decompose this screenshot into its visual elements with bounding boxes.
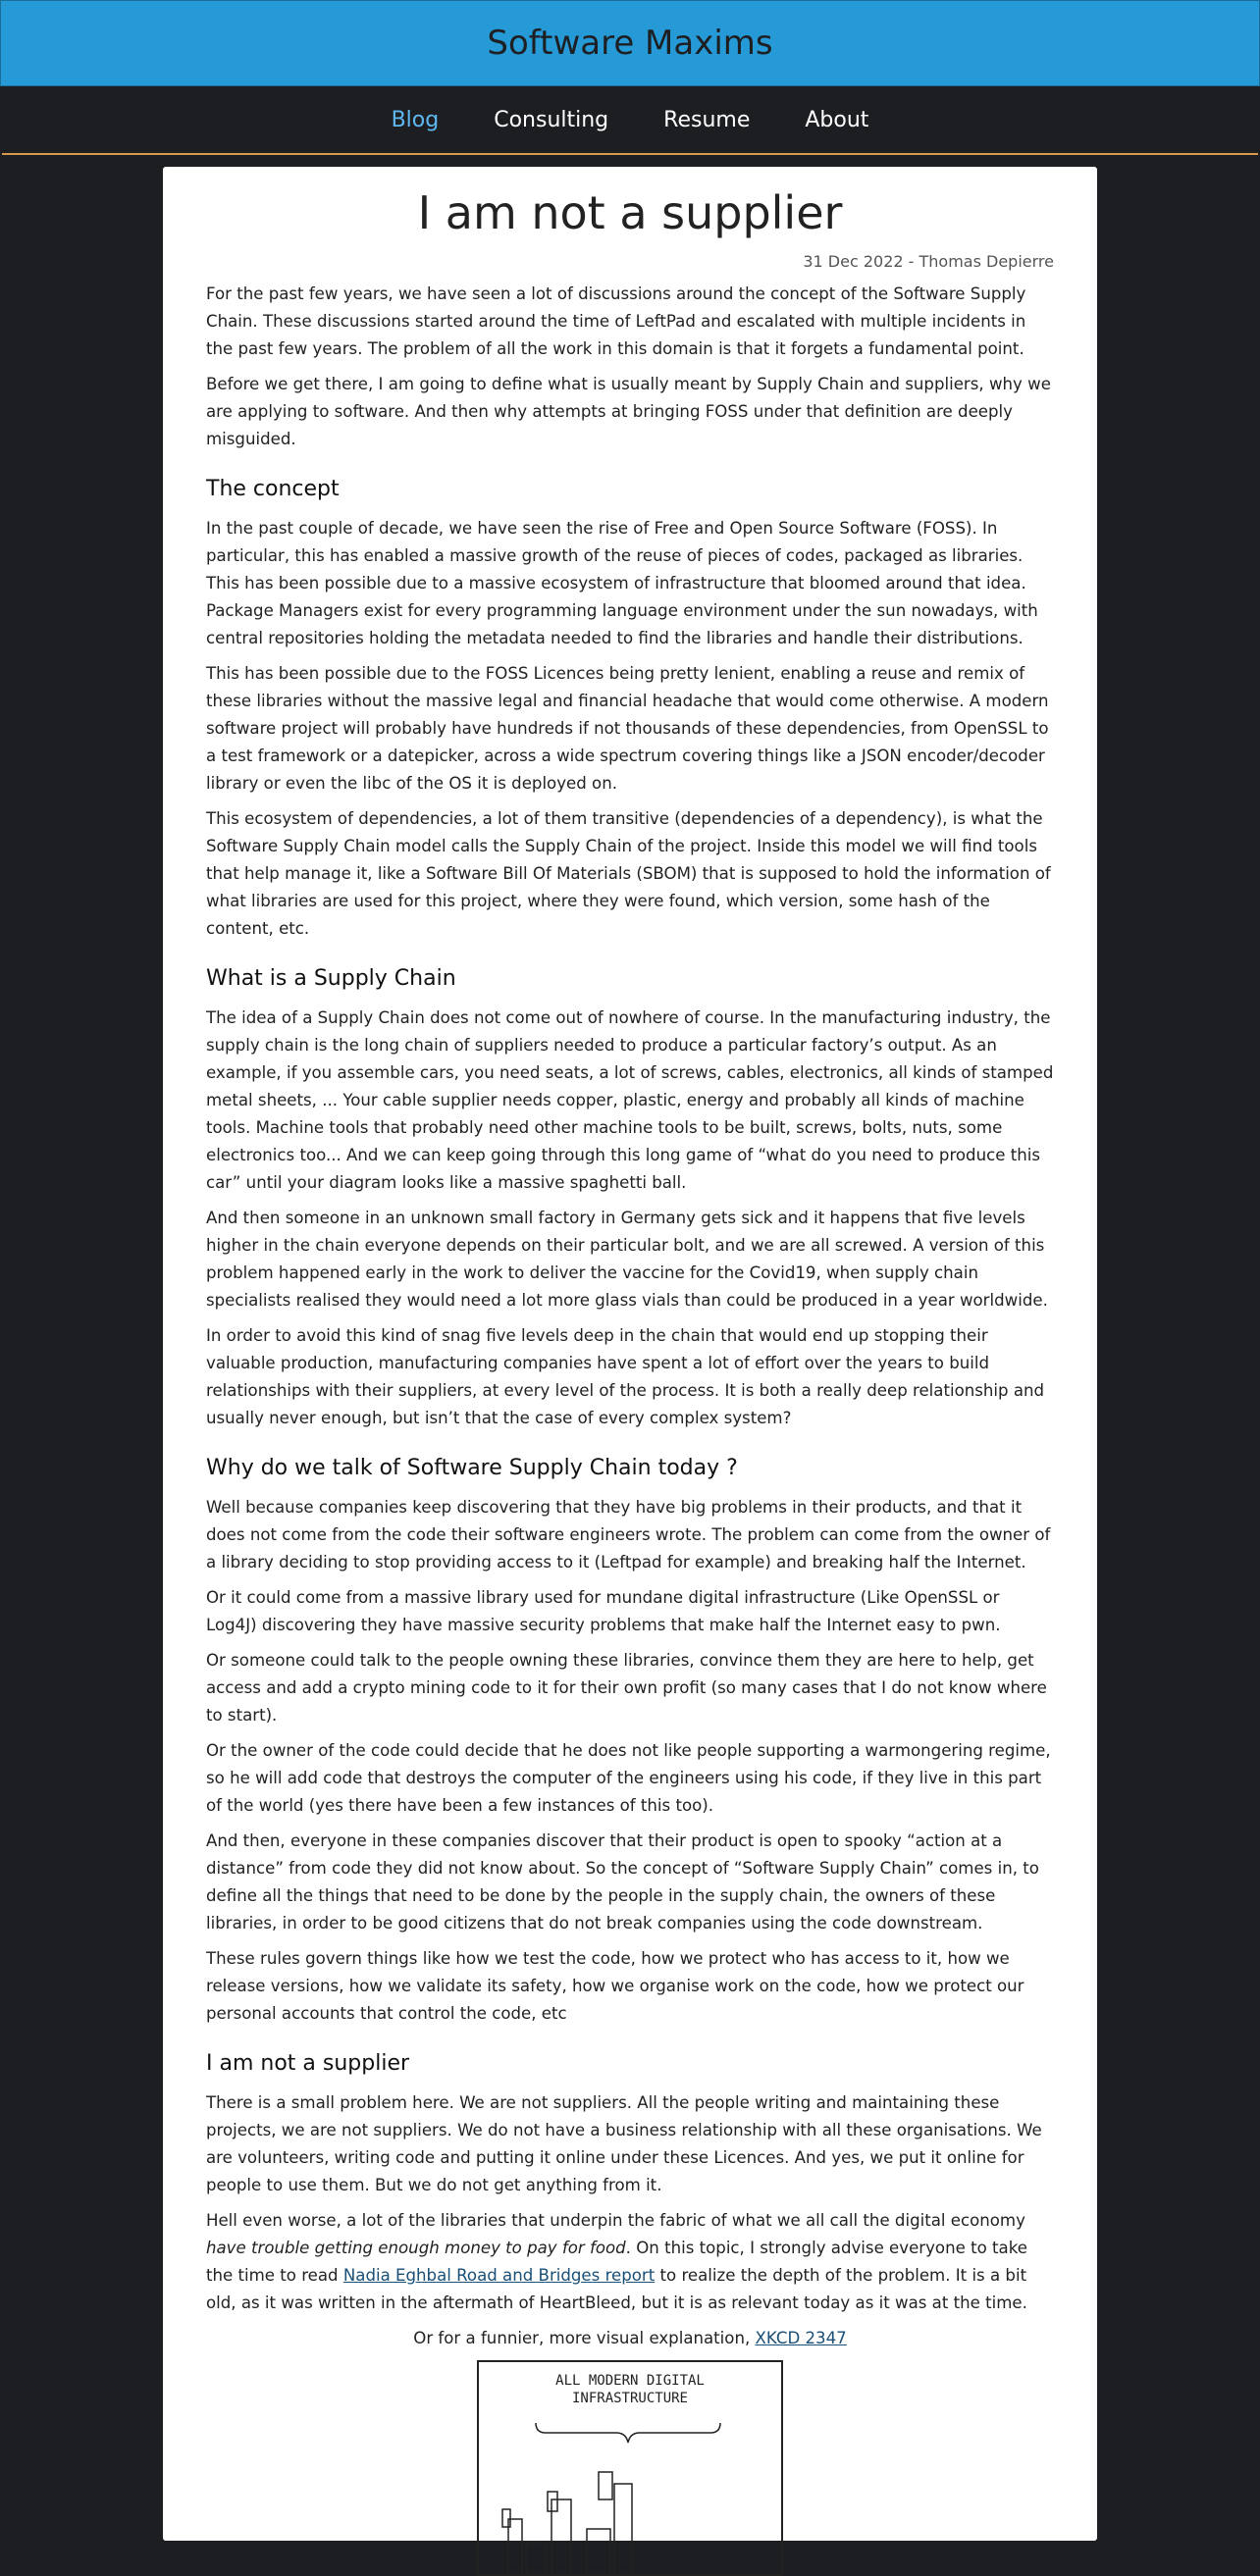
nav-resume[interactable]: Resume bbox=[663, 107, 751, 132]
paragraph bbox=[206, 2325, 1054, 2352]
paragraph: Or it could come from a massive library used for mundane digital infrastructure (Like OpenSSL or Log4J) discovering they have massive security problems that make half the Internet easy to pwn. bbox=[206, 1588, 1001, 1635]
paragraph: Or someone could talk to the people owning these libraries, convince them they are here to help, get access and add a crypto mining code to it for their own profit (so many cases that I do not know where to start). bbox=[206, 1651, 1047, 1726]
text: . On this topic, I strongly advise everyone to take the time to read bbox=[206, 2239, 1027, 2286]
emphasis: have trouble getting enough money to pay for food bbox=[206, 2239, 626, 2258]
paragraph: These rules govern things like how we test the code, how we protect who has access to it, how we release versions, how we validate its safety, how we organise work on the code, how we protect our personal accounts that control the code, etc bbox=[206, 1949, 1024, 2024]
paragraph: This ecosystem of dependencies, a lot of them transitive (dependencies of a dependency), is what the Software Supply Chain model calls the Supply Chain of the project. Inside this model we will find tools that help manage it, like a Software Bill Of Materials (SBOM) that is supposed to hold the information of what libraries are used for this project, where they were found, which version, some hash of the content, etc. bbox=[206, 809, 1051, 939]
section-heading: I am not a supplier bbox=[206, 2051, 410, 2077]
paragraph: In order to avoid this kind of snag five levels deep in the chain that would end up stopping their valuable production, manufacturing companies have spent a lot of effort over the years to build relationships with their suppliers, at every level of the process. It is both a really deep relationship and usually never enough, but isn’t that the case of every complex system? bbox=[206, 1326, 1045, 1428]
text: Or for a funnier, more visual explanation, bbox=[413, 2329, 756, 2348]
section-heading: Why do we talk of Software Supply Chain today ? bbox=[206, 1456, 738, 1481]
paragraph: And then someone in an unknown small factory in Germany gets sick and it happens that five levels higher in the chain everyone depends on their particular bolt, and we are all screwed. A version of this problem happened early in the work to deliver the vaccine for the Covid19, when supply chain specialists realised they would need a lot more glass vials than could be produced in a year worldwide. bbox=[206, 1209, 1048, 1311]
paragraph: Before we get there, I am going to define what is usually meant by Supply Chain and suppliers, why we are applying to software. And then why attempts at bringing FOSS under that definition are deeply misguided. bbox=[206, 375, 1051, 449]
nav-blog[interactable]: Blog bbox=[391, 107, 440, 132]
text: Hell even worse, a lot of the libraries that underpin the fabric of what we all call the digital economy bbox=[206, 2211, 1025, 2231]
comic-drawing bbox=[479, 2362, 781, 2574]
xkcd-comic-image bbox=[477, 2360, 783, 2576]
xkcd-link[interactable]: XKCD 2347 bbox=[755, 2329, 847, 2348]
post-meta: 31 Dec 2022 - Thomas Depierre bbox=[803, 252, 1054, 272]
section-heading: The concept bbox=[206, 477, 340, 502]
paragraph bbox=[206, 2207, 1054, 2317]
comic-caption: ALL MODERN DIGITAL INFRASTRUCTURE bbox=[555, 2373, 705, 2407]
paragraph: Well because companies keep discovering that they have big problems in their products, and that it does not come from the code their software engineers wrote. The problem can come from the owner of a library deciding to stop providing access to it (Leftpad for example) and breaking half the Internet. bbox=[206, 1498, 1051, 1572]
paragraph: And then, everyone in these companies discover that their product is open to spooky “action at a distance” from code they did not know about. So the concept of “Software Supply Chain” comes in, to define all the things that need to be done by the people in the supply chain, the owners of these libraries, in order to be good citizens that do not break companies using the code downstream. bbox=[206, 1831, 1039, 1933]
section-heading: What is a Supply Chain bbox=[206, 966, 456, 992]
nav-divider bbox=[2, 153, 1258, 155]
paragraph: Or the owner of the code could decide that he does not like people supporting a warmongering regime, so he will add code that destroys the computer of the engineers using his code, if they live in this part of the world (yes there have been a few instances of this too). bbox=[206, 1741, 1051, 1816]
paragraph: There is a small problem here. We are not suppliers. All the people writing and maintaining these projects, we are not suppliers. We do not have a business relationship with all these organisations. We are volunteers, writing code and putting it online under these Licences. And yes, we put it online for people to use them. But we do not get anything from it. bbox=[206, 2093, 1042, 2195]
paragraph: In the past couple of decade, we have seen the rise of Free and Open Source Software (FOSS). In particular, this has enabled a massive growth of the reuse of pieces of codes, packaged as libraries. This has been possible due to a massive ecosystem of infrastructure that bloomed around that idea. Package Managers exist for every programming language environment under the sun nowadays, with central repositories holding the metadata needed to find the libraries and handle their distributions. bbox=[206, 519, 1038, 648]
site-title[interactable]: Software Maxims bbox=[487, 24, 773, 63]
post-title: I am not a supplier bbox=[417, 186, 843, 239]
article bbox=[163, 167, 1097, 2541]
text: to realize the depth of the problem. It is a bit old, as it was written in the aftermath of HeartBleed, but it is as relevant today as it was at the time. bbox=[206, 2266, 1027, 2313]
paragraph: For the past few years, we have seen a lot of discussions around the concept of the Software Supply Chain. These discussions started around the time of LeftPad and escalated with multiple incidents in the past few years. The problem of all the work in this domain is that it forgets a fundamental point. bbox=[206, 284, 1026, 359]
paragraph: The idea of a Supply Chain does not come out of nowhere of course. In the manufacturing industry, the supply chain is the long chain of suppliers needed to produce a particular factory’s output. As an example, if you assemble cars, you need seats, a lot of screws, cables, electronics, all kinds of stamped metal sheets, ... Your cable supplier needs copper, plastic, energy and probably all kinds of machine tools. Machine tools that probably need other machine tools to be built, screws, bolts, nuts, some electronics too... And we can keep going through this long game of “what do you need to produce this car” until your diagram looks like a massive spaghetti ball. bbox=[206, 1008, 1054, 1193]
nav-consulting[interactable]: Consulting bbox=[494, 107, 609, 132]
site-header bbox=[0, 0, 1260, 86]
roads-and-bridges-link[interactable]: Nadia Eghbal Road and Bridges report bbox=[342, 2266, 656, 2286]
main-nav bbox=[0, 86, 1260, 153]
paragraph: This has been possible due to the FOSS Licences being pretty lenient, enabling a reuse and remix of these libraries without the massive legal and financial headache that would come otherwise. A modern software project will probably have hundreds if not thousands of these dependencies, from OpenSSL to a test framework or a datepicker, across a wide spectrum covering things like a JSON encoder/decoder library or even the libc of the OS it is deployed on. bbox=[206, 664, 1049, 794]
nav-about[interactable]: About bbox=[805, 107, 869, 132]
